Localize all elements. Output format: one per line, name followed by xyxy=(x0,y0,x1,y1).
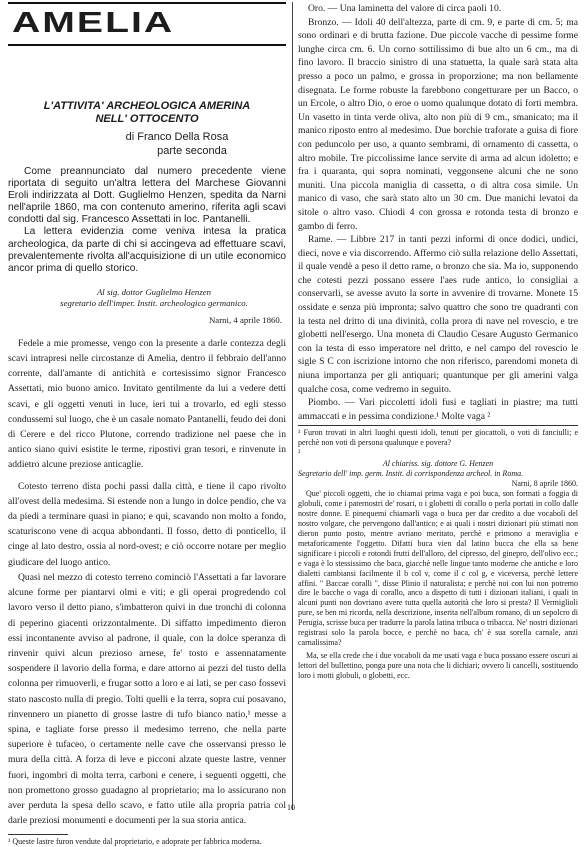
column-divider xyxy=(292,2,293,810)
inventory-bronzo: Bronzo. — Idoli 40 dell'altezza, parte di cm. 9, e parte di cm. 5; ma sono ordinari e di brutta fazione. Due piccole vacche di pessime forme lunghe circa cm. 6. Un corno sottilissimo di bue alto un 6 cm., ma di fino lavoro. Il braccio sinistro di una statuetta, la quale sarà stata alta presso a poco un palmo, e grossa in proporzione; ma non bellamente disegnata. Le forme robuste la farebbono congetturare per un Bacco, o un Ercole, o altro Dio, o eroe o uomo qualunque dotato di forti membra. Un vasetto in tinta verde oliva, alto non più di 9 cm., smanicato; ma il manico riposto entro al medesimo. Due borchie traforate a guisa di fiore con peduncolo per uso, a quanto sembrami, di ornamento di cassetta, o altro mobile. Tre piccolissime lance servite di arma ad alcun idoletto; e fra i quaranta, qui sopra nominati, veggonsene alcuni che ne sono muniti. Una piccola maniglia di cassetta, o di altra cosa simile. Un manico di vaso, che sarà stato alto un 30 cm. Due manichi levatoi da sitole o altro vaso. Chiodi 4 con grossa e rotonda testa di bronzo e gambo di ferro. xyxy=(298,16,578,232)
right-footnotes xyxy=(298,428,578,458)
letter-paragraph-3: Quasi nel mezzo di cotesto terreno cominciò l'Assettati a far lavorare alcune forme per piantarvi olmi e viti; e gli operai progredendo col lavoro verso il detto piano, s'imbatteron quivi in due tronchi di colonna di peperino giacenti orizzontalmente. Di siffatto impedimento dieron essi incontanente avviso al padrone, il quale, con la dolce speranza di rinvenir quivi alcun prezioso arnese, fe' tosto e assennatamente sospendere il lavorio della forma, e dare attorno ai pezzi del tusto della colonna per rimuoverli, e frugar sotto a loro e ai lati, se per caso fossevi stato nascosto nulla di pregio. Tolti quelli e la terra, sopra cui posavano, rinvennero un pianetto di grosse lastre di tufo bianco natio,¹ messe a spina, e tagliate forse presso il medesimo terreno, che nella parte superiore è tufaceo, o certamente nelle cave che osservansi presso le mura della città. A forza di leve e picconi alzate queste lastre, venner fuori, ingombri di molta terra, carboni e cenere, i seguenti oggetti, che non promettono grosso guadagno al proprietario; ma lo assicurano non aver perduta la spesa dello scavo, e fatto utile alla propria patria col darle preziosi monumenti e documenti per la sua storia antica. xyxy=(8,571,286,827)
intro-paragraph-2: La lettera evidenzia come veniva intesa la pratica archeologica, da parte di chi si accingeva ad effettuare scavi, prevalentemente rivolta all'acquisizione di un utile economico ancor prima di quello storico. xyxy=(8,226,286,274)
right-column xyxy=(298,2,578,808)
second-letter-date: Narni, 8 aprile 1860. xyxy=(511,479,578,489)
footnote-2: ¹ Furon trovati in altri luoghi questi idoli, tenuti per giocattoli, o voti di fanciulli; e perchè non voti di persona qualunque e povera? xyxy=(298,428,578,448)
footnote-rule-right xyxy=(298,425,578,426)
article-title-line-2: NELL' OTTOCENTO xyxy=(95,113,199,125)
letter-addressee xyxy=(22,287,286,309)
article-intro xyxy=(8,166,286,275)
article-title xyxy=(8,100,286,126)
addressee-line-2: segretario dell'imper. Instit. archeologico germanico. xyxy=(60,297,248,308)
second-letter-addressee: Al chiariss. sig. dottore G. Henzen xyxy=(382,459,494,469)
article-title-line-1: L'ATTIVITA' ARCHEOLOGICA AMERINA xyxy=(43,100,251,112)
second-letter-paragraph-1: Que' piccoli oggetti, che io chiamai prima vaga e poi buca, son formati a foggia di globuli, come i paternostri de' rosari, o i globetti di corallo o perla portati in collo dalle nostre donne. E pinequemi chiamarli vaga o buca per dar credito a due vocaboli del nostro volgare, che pervengono dall'antico; e ai quali i nostri dizionari più stimati non dieron punto posto, mentre avriano meritato, perchè e primono a meraviglia e metaforicamente l'oggetto. Difatti buca vien dal latino bucca che ella sa bene significare i piccoli e rotondi frutti dell'alloro, del cipresso, del ginepro, dell'olivo ecc.; e vaga è lo stessissimo che baca, giacchè nelle lingue tanto moderne che antiche e loro dialetti cambiansi facilmente il b col v, come il c col g, e viceversa, perchè lettere affini. " Baccae coralli ", disse Plinio il naturalista; e perchè noi con lui non potremo dire le bacche o vaga di corallo, anco a dispetto di tutti i dizionari italiani, i quali in alcuni punti non dovriano avere tutta quella autorità che loro si presta? Il Vermiglioli pure, se ben mi ricorda, nella descrizione, inserita nell'album romano, di un sepolcro di Perugia, scrisse buca per tradurre la parola latina tribuca o tribacca. Ne' nostri dizionari registrasi solo la parola bocce, e perchè no baca, ch' è sua sorella carnale, anzi carnalissima? xyxy=(298,489,578,647)
article-part: parte seconda xyxy=(157,145,227,157)
footnote-1: ¹ Queste lastre furon vendute dal proprietario, e adoprate per fabbrica moderna. xyxy=(8,837,262,847)
article-author: di Franco Della Rosa xyxy=(125,131,229,143)
letter-paragraph-2: Cotesto terreno dista pochi passi dalla città, e tiene il capo rivolto all'ovest della medesima. Si estende non a lungo in dolce pendio, che va da piedi a terminare quasi in piano; e qui, scavando non molto a fondo, scaturiscono vene di acqua abbondanti. Il fosso, detto di ponticello, il cinge al lato destro, ossia al nord-ovest; e ciò occorre notare per meglio giudicare del luogo antico. xyxy=(8,480,286,568)
second-letter-title: Segretario dell' imp. germ. Instit. di corrispondenza archeol. in Roma. xyxy=(298,469,524,479)
letter-paragraph-1: Fedele a mie promesse, vengo con la presente a darle contezza degli scavi intrapresi nelle circostanze di Amelia, dentro il febbraio dell'anno corrente, dall'amante di antichità e cortesissimo signor Francesco Assettati, mio buono amico. Invitato gentilmente da lui a vedere detti scavi, e gli oggetti venuti in luce, ieri tui a trovarlo, ed egli stesso condussemi sul luogo, che è un casale nomato Pantanelli, feudo dei doni di Cerere e del ricco Plutone, correndo tradizione nel paese che in antico siano quivi esistite le terme, ripostivi gran tesori, e rinvenute in addietro alcune preziose anticaglie. xyxy=(8,337,286,471)
page-number: 10 xyxy=(287,803,295,812)
footnote-rule xyxy=(8,834,68,835)
inventory-rame: Rame. — Libbre 217 in tanti pezzi informi di once dodici, undici, dieci, nove e via discorrendo. Affermo ciò sulla relazione dello Assettati, il quale vendè a peso il detto rame, o bronzo che sia. Ma io, supponendo che cotesti pezzi possano essere l'aes rude antico, lo consigliai a conservarli, se avesse avuto la sorte in avvenire di trovarne. Monete 15 ossidate e senza più impronta; salvo quattro che sono tre quadranti con la testa nel dritto di una divinità, colla prora di nave nel rovescio, e tre globetti nell'esergo. Una moneta di Claudio Cesare Augusto Germanico con la testa di esso imperatore nel dritto, e nel campo del rovescio le sigle S C con iscrizione intorno che non riferisco, parendomi moneta di niuna importanza per gli antiquari; quantunque per gli amerini valga qualche cosa, come vedremo in seguito. xyxy=(298,234,578,395)
footnote-3-mark: ² xyxy=(298,448,301,458)
second-letter-header xyxy=(298,459,578,489)
intro-paragraph-1: Come preannunciato dal numero precedente viene riportata di seguito un'altra lettera del Marchese Giovanni Eroli indirizzata al Dott. Guglielmo Henzen, spedita da Narni nell'aprile 1860, ma con contenuto amerino, riferita agli scavi condotti dal sig. Francesco Assettati in loc. Pantanelli. xyxy=(8,166,286,226)
left-column xyxy=(8,2,286,847)
inventory-list xyxy=(298,2,578,423)
letter-body xyxy=(8,336,286,829)
masthead-band xyxy=(8,2,286,46)
masthead-title: AMELIA xyxy=(12,7,175,39)
second-letter-body xyxy=(298,489,578,680)
inventory-oro: Oro. — Una laminetta del valore di circa paoli 10. xyxy=(308,3,502,14)
addressee-line-1: Al sig. dottor Guglielmo Henzen xyxy=(96,286,212,297)
second-letter-paragraph-2: Ma, se ella crede che i due vocaboli da me usati vaga e buca possano essere oscuri ai lettori del bullettino, ponga pure una nota che li dichiari; ovvero li cancelli, sostituendo loro i motti globuli, o globetti, ecc. xyxy=(298,650,578,680)
inventory-piombo: Piombo. — Vari piccoletti idoli fusi e tagliati in piastre; ma tutti ammaccati e in pessima condizione.¹ Molte vaga ² xyxy=(298,397,578,422)
letter-dateline: Narni, 4 aprile 1860. xyxy=(208,314,282,325)
